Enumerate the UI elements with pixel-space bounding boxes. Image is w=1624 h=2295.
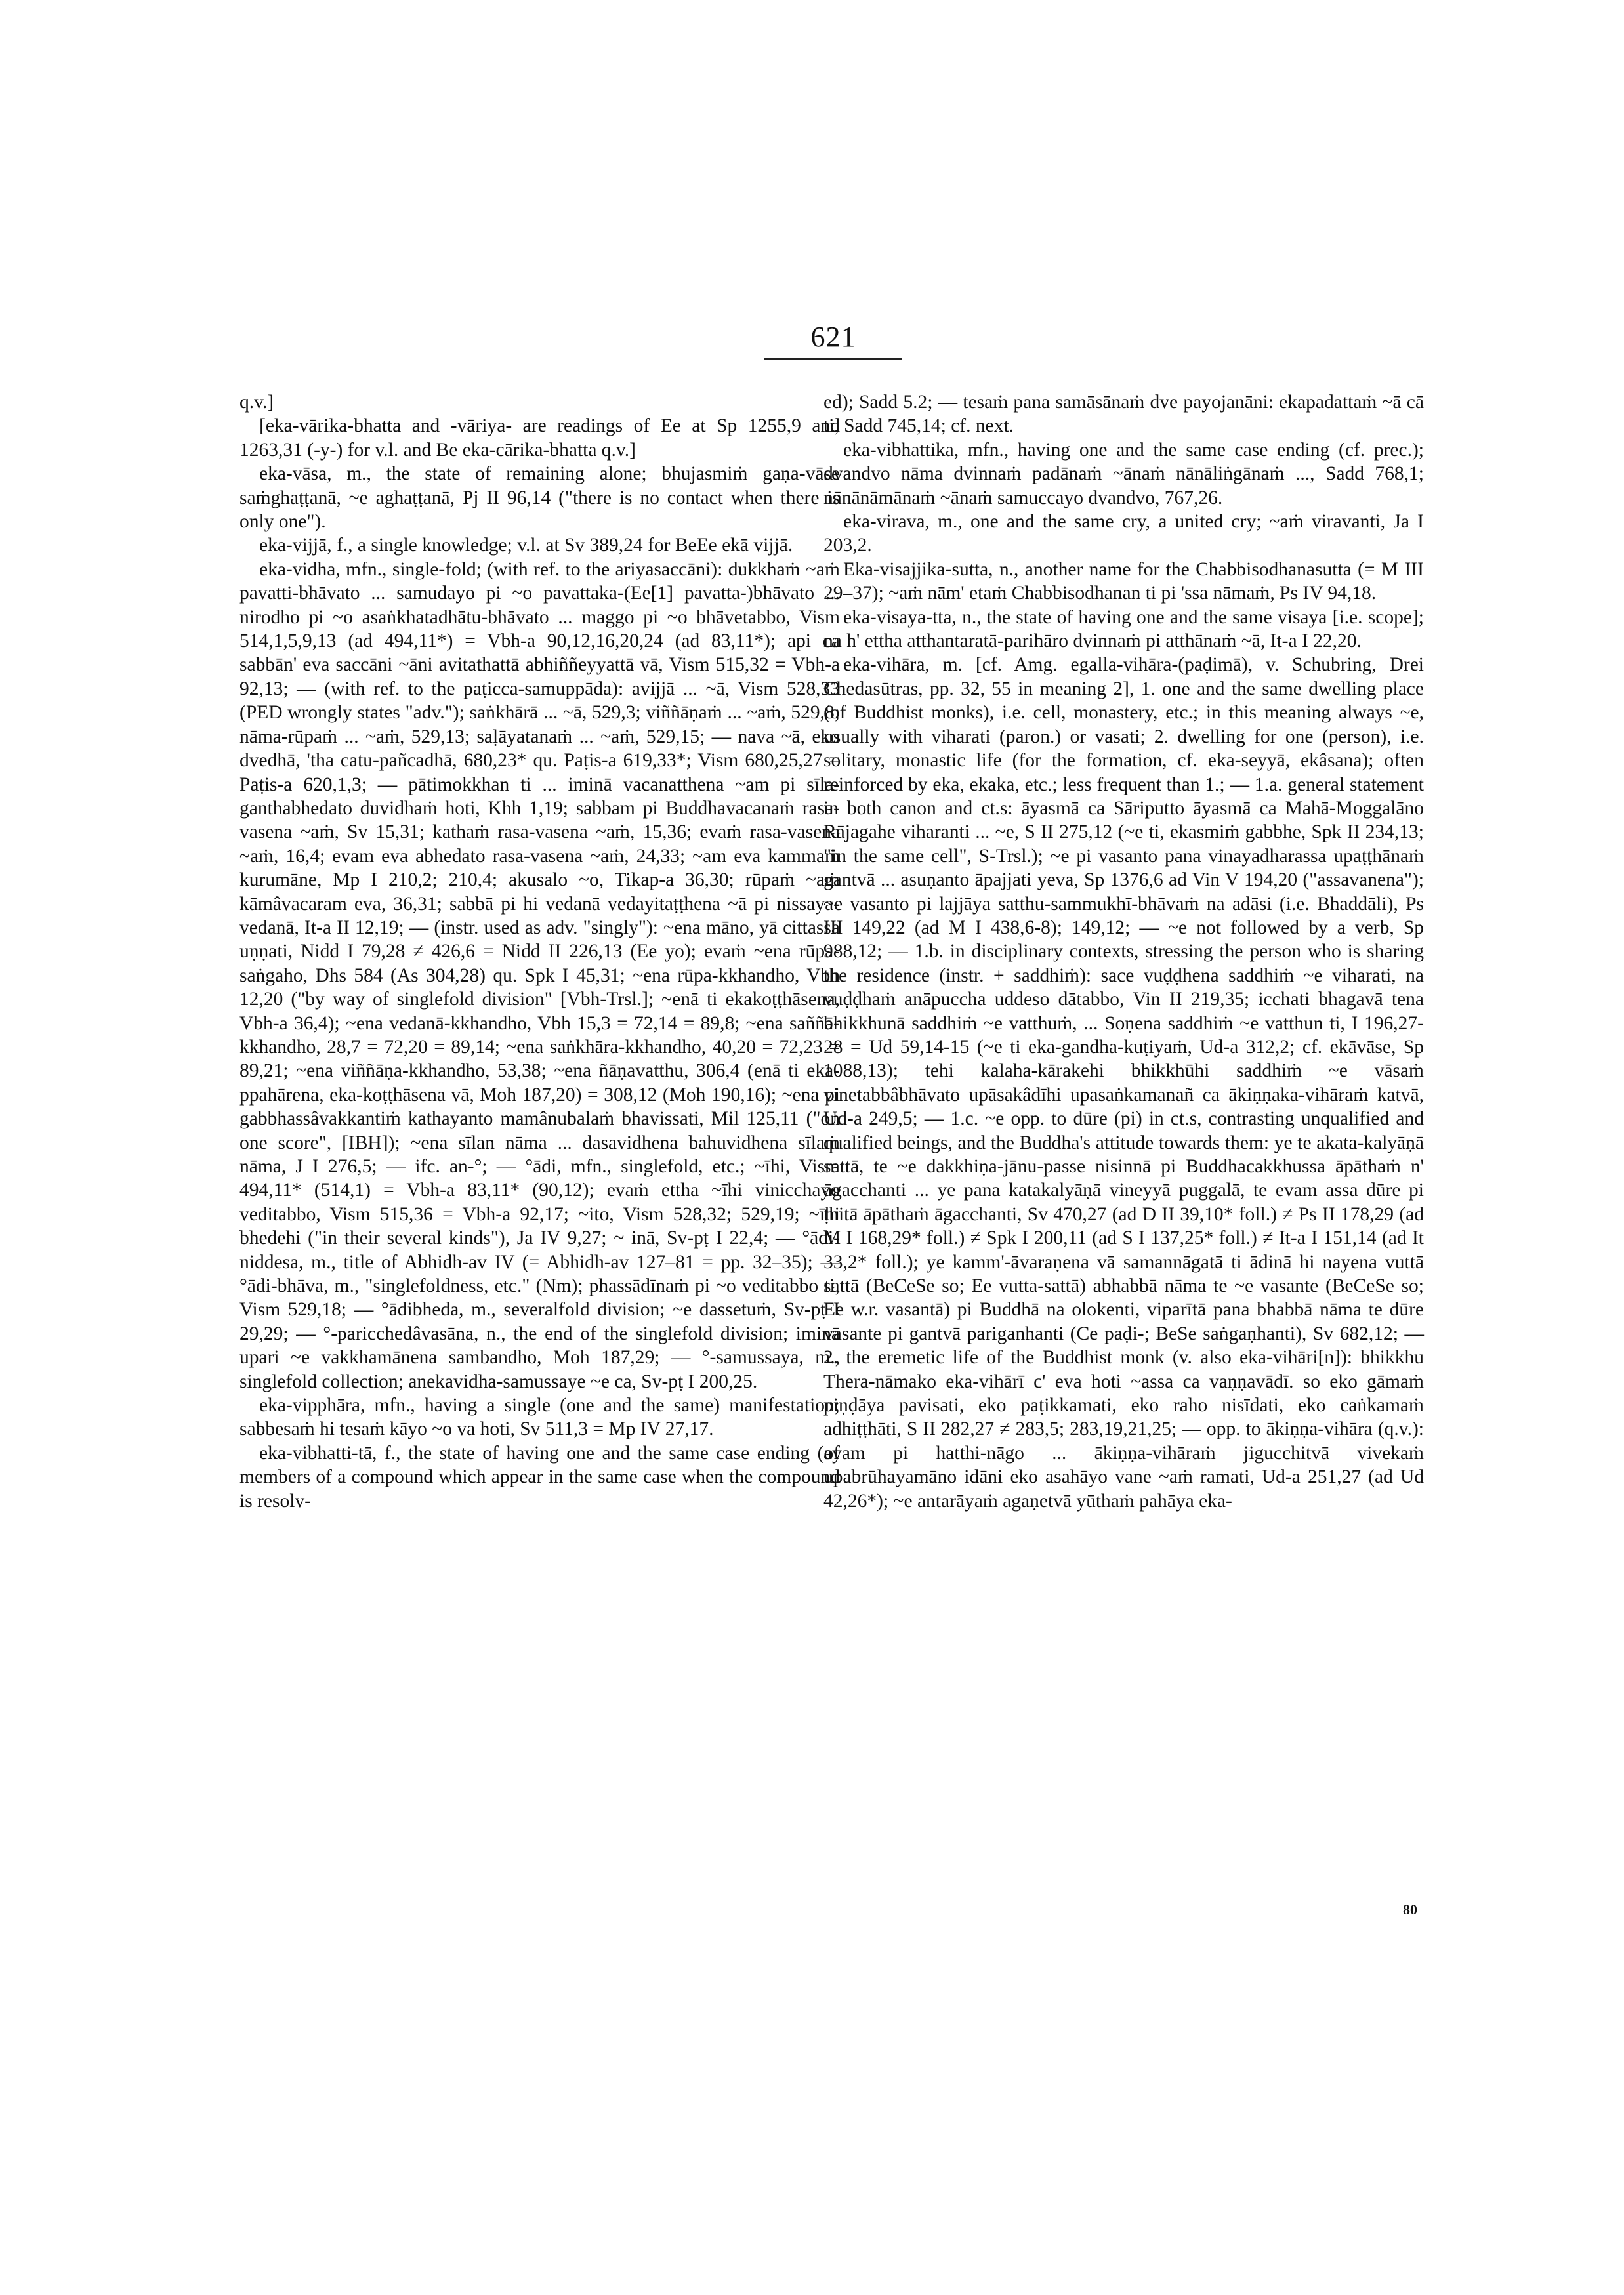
entry-eka-vihara: eka-vihāra, m. [cf. Amg. egalla-vihāra-(paḍimā), v. Schubring, Drei Chedasūtras, pp. 32, 55 in meaning 2], 1. one and the same dwelling place (of Buddhist monks), i.e. cell, monastery, etc.; in this meaning always ~e, usually with viharati (paron.) or vasati; 2. dwelling for one (person), i.e. solitary, monastic life (for the formation, cf. eka-seyyā, ekâsana); often reinforced by eka, ekaka, etc.; less frequent than 1.; — 1.a. general statement in both canon and ct.s: āyasmā ca Sāriputto āyasmā ca Mahā-Moggalāno Rājagahe viharanti ... ~e, S II 275,12 (~e ti, ekasmiṁ gabbhe, Spk II 234,13; "in the same cell", S-Trsl.); ~e pi vasanto pana vinayadharassa upaṭṭhānaṁ gantvā ... asuṇanto āpajjati yeva, Sp 1376,6 ad Vin V 194,20 ("assavanena"); ~e vasanto pi lajjāya satthu-sammukhī-bhāvaṁ na adāsi (i.e. Bhaddāli), Ps III 149,22 (ad M I 438,6-8); 149,12; — ~e not followed by a verb, Sp 988,12; — 1.b. in disciplinary contexts, stressing the person who is sharing the residence (instr. + saddhiṁ): sace vuḍḍhena saddhiṁ ~e viharati, na vuḍḍhaṁ anāpuccha uddeso dātabbo, Vin II 219,35; icchati bhagavā tena bhikkhunā saddhiṁ ~e vatthuṁ, ... Soṇena saddhiṁ ~e vatthun ti, I 196,27-28 = Ud 59,14-15 (~e ti eka-gandha-kuṭiyaṁ, Ud-a 312,2; cf. ekāvāse, Sp 1088,13); tehi kalaha-kārakehi bhikkhūhi saddhiṁ ~e vāsaṁ vinetabbâbhāvato upāsakâdīhi upasaṅkamanañ ca ākiṇṇaka-vihāraṁ katvā, Ud-a 249,5; — 1.c. ~e opp. to dūre (pi) in ct.s, contrasting unqualified and qualified beings, and the Buddha's attitude towards them: ye te akata-kalyāṇā sattā, te ~e dakkhiṇa-jānu-passe nisinnā pi Buddhacakkhussa āpāthaṁ n' āgacchanti ... ye pana katakalyāṇā vineyyā puggalā, te evam assa dūre pi ṭhitā āpāthaṁ āgacchanti, Sv 470,27 (ad D II 39,10* foll.) ≠ Ps II 178,29 (ad M I 168,29* foll.) ≠ Spk I 200,11 (ad S I 137,25* foll.) ≠ It-a I 151,14 (ad It 33,2* foll.); ye kamm'-āvaraṇena vā samannāgatā ti ādinā hi nayena vuttā sattā (BeCeSe so; Ee vutta-sattā) abhabbā nāma te ~e vasante (BeCeSe so; Ee w.r. vasantā) pi Buddhā na olokenti, viparītā pana bhabbā nāma te dūre vasante pi gantvā pariganhanti (Ce paḍi-; BeSe saṅgaṇhanti), Sv 682,12; — 2. the eremetic life of the Buddhist monk (v. also eka-vihāri[n]): bhikkhu Thera-nāmako eka-vihārī c' eva hoti ~assa ca vaṇṇavādī. so eko gāmaṁ piṇḍāya pavisati, eko paṭikkamati, eko raho nisīdati, eko caṅkamaṁ adhiṭṭhāti, S II 282,27 ≠ 283,5; 283,19,21,25; — opp. to ākiṇṇa-vihāra (q.v.): ayam pi hatthi-nāgo ... ākiṇṇa-vihāraṁ jigucchitvā vivekaṁ upabrūhayamāno idāni eko asahāyo vane ~aṁ ramati, Ud-a 251,27 (ad Ud 42,26*); ~e antarāyaṁ agaṇetvā yūthaṁ pahāya eka- — [823, 654, 1424, 1512]
signature-mark: 80 — [1403, 1901, 1417, 1918]
page-number-rule — [764, 358, 902, 360]
entry-eka-visajjika-sutta: Eka-visajjika-sutta, n., another name for the Chabbisodhanasutta (= M III 29–37); ~aṁ nām' etaṁ Chabbisodhanan ti pi 'ssa nāmaṁ, Ps IV 94,18. — [823, 558, 1424, 604]
right-column — [823, 390, 1424, 1513]
entry-eka-virava: eka-virava, m., one and the same cry, a united cry; ~aṁ viravanti, Ja I 203,2. — [823, 511, 1424, 556]
entry-eka-vidha: eka-vidha, mfn., single-fold; (with ref. to the ariyasaccāni): dukkhaṁ ~aṁ pavatti-bhāvato ... samudayo pi ~o pavattaka-(Ee[1] pavatta-)bhāvato ... nirodho pi ~o asaṅkhatadhātu-bhāvato ... maggo pi ~o bhāvetabbo, Vism 514,1,5,9,13 (ad 494,11*) = Vbh-a 90,12,16,20,24 (ad 83,11*); api ca sabbān' eva saccāni ~āni avitathattā abhiññeyyattā vā, Vism 515,32 = Vbh-a 92,13; — (with ref. to the paṭicca-samuppāda): avijjā ... ~ā, Vism 528,33 (PED wrongly states "adv."); saṅkhārā ... ~ā, 529,3; viññāṇaṁ ... ~aṁ, 529,8; nāma-rūpaṁ ... ~aṁ, 529,13; saḷāyatanaṁ ... ~aṁ, 529,15; — nava ~ā, eko dvedhā, 'tha catu-pañcadhā, 680,23* qu. Paṭis-a 619,33*; Vism 680,25,27 = Paṭis-a 620,1,3; — pātimokkhan ti ... iminā vacanatthena ~am pi sīla-ganthabhedato duvidhaṁ hoti, Khh 1,19; sabbam pi Buddhavacanaṁ rasa-vasena ~aṁ, Sv 15,31; kathaṁ rasa-vasena ~aṁ, 15,36; evaṁ rasa-vasena ~aṁ, 16,4; evam eva abhedato rasa-vasena ~aṁ, 24,33; ~am eva kammaṁ kurumāne, Mp I 210,2; 210,4; akusalo ~o, Tikap-a 36,30; rūpaṁ ~aṁ kāmâvacaram eva, 36,31; sabbā pi hi vedanā vedayitaṭṭhena ~ā pi nissaya-vedanā, It-a II 12,19; — (instr. used as adv. "singly"): ~ena māno, yā cittassa uṇṇati, Nidd I 79,28 ≠ 426,6 = Nidd II 226,13 (Ee yo); evaṁ ~ena rūpa-saṅgaho, Dhs 584 (As 304,28) qu. Spk I 45,31; ~ena rūpa-kkhandho, Vbh 12,20 ("by way of singlefold division" [Vbh-Trsl.]; ~enā ti ekakoṭṭhāsena, Vbh-a 36,4); ~ena vedanā-kkhandho, Vbh 15,3 = 72,14 = 89,8; ~ena saññā-kkhandho, 28,7 = 72,20 = 89,14; ~ena saṅkhāra-kkhandho, 40,20 = 72,23 = 89,21; ~ena viññāṇa-kkhandho, 53,38; ~ena ñāṇavatthu, 306,4 (enā ti eka-ppahārena, eka-koṭṭhāsena vā, Moh 187,20) = 308,12 (Moh 190,16); ~ena pi gabbhassâvakkantiṁ kathayanto mamânubalaṁ bhavissati, Mil 125,11 ("on one score", [IBH]); ~ena sīlan nāma ... dasavidhena bahuvidhena sīlaṁ nāma, J I 276,5; — ifc. an-°; — °ādi, mfn., singlefold, etc.; ~īhi, Vism 494,11* (514,1) = Vbh-a 83,11* (90,12); evaṁ ettha ~īhi vinicchayo veditabbo, Vism 515,36 = Vbh-a 92,17; ~ito, Vism 528,32; 529,19; ~īhi bhedehi ("in their several kinds"), Ja IV 9,27; ~ inā, Sv-pṭ I 22,4; — °ādi-niddesa, m., title of Abhidh-av IV (= Abhidh-av 127–81 = pp. 32–35); — °ādi-bhāva, m., "singlefoldness, etc." (Nm); phassādīnaṁ pi ~o veditabbo ti, Vism 529,18; — °ādibheda, m., severalfold division; ~e dassetuṁ, Sv-pṭ I 29,29; — °-paricchedâvasāna, n., the end of the singlefold division; iminā upari ~e vakkhamānena sambandho, Moh 187,29; — °-samussaya, m., singlefold collection; anekavidha-samussaye ~e ca, Sv-pṭ I 200,25. — [239, 558, 840, 1392]
entry-eka-vasa: eka-vāsa, m., the state of remaining alone; bhujasmiṁ gaṇa-vāse saṁghaṭṭanā, ~e aghaṭṭanā, Pj II 96,14 ("there is no contact when there is only one"). — [239, 463, 840, 533]
entry-continuation: ed); Sadd 5.2; — tesaṁ pana samāsānaṁ dve payojanāni: ekapadattaṁ ~ā cā ti, Sadd 745,14; cf. next. — [823, 392, 1424, 437]
entry-continuation: q.v.] — [239, 392, 274, 413]
entry-eka-vibhattika: eka-vibhattika, mfn., having one and the same case ending (cf. prec.); dvandvo nāma dvinnaṁ padānaṁ ~ānaṁ nānāliṅgānaṁ ..., Sadd 768,1; nānānāmānaṁ ~ānaṁ samuccayo dvandvo, 767,26. — [823, 439, 1424, 508]
editorial-note: [eka-vārika-bhatta and -vāriya- are readings of Ee at Sp 1255,9 and 1263,31 (-y-) for v.l. and Be eka-cārika-bhatta q.v.] — [239, 415, 840, 461]
entry-eka-vibhatti-ta: eka-vibhatti-tā, f., the state of having one and the same case ending (of members of a compound which appear in the same case when the compound is resolv- — [239, 1442, 840, 1512]
entry-eka-vippharA: eka-vipphāra, mfn., having a single (one and the same) manifestation; sabbesaṁ hi tesaṁ kāyo ~o va hoti, Sv 511,3 = Mp IV 27,17. — [239, 1395, 840, 1440]
left-column — [239, 390, 840, 1513]
entry-eka-vijja: eka-vijjā, f., a single knowledge; v.l. at Sv 389,24 for BeEe ekā vijjā. — [259, 535, 793, 556]
page-number: 621 — [810, 321, 856, 353]
entry-eka-visaya-tta: eka-visaya-tta, n., the state of having one and the same visaya [i.e. scope]; na h' ettha atthantaratā-parihāro dvinnaṁ pi atthānaṁ ~ā, It-a I 22,20. — [823, 606, 1424, 652]
